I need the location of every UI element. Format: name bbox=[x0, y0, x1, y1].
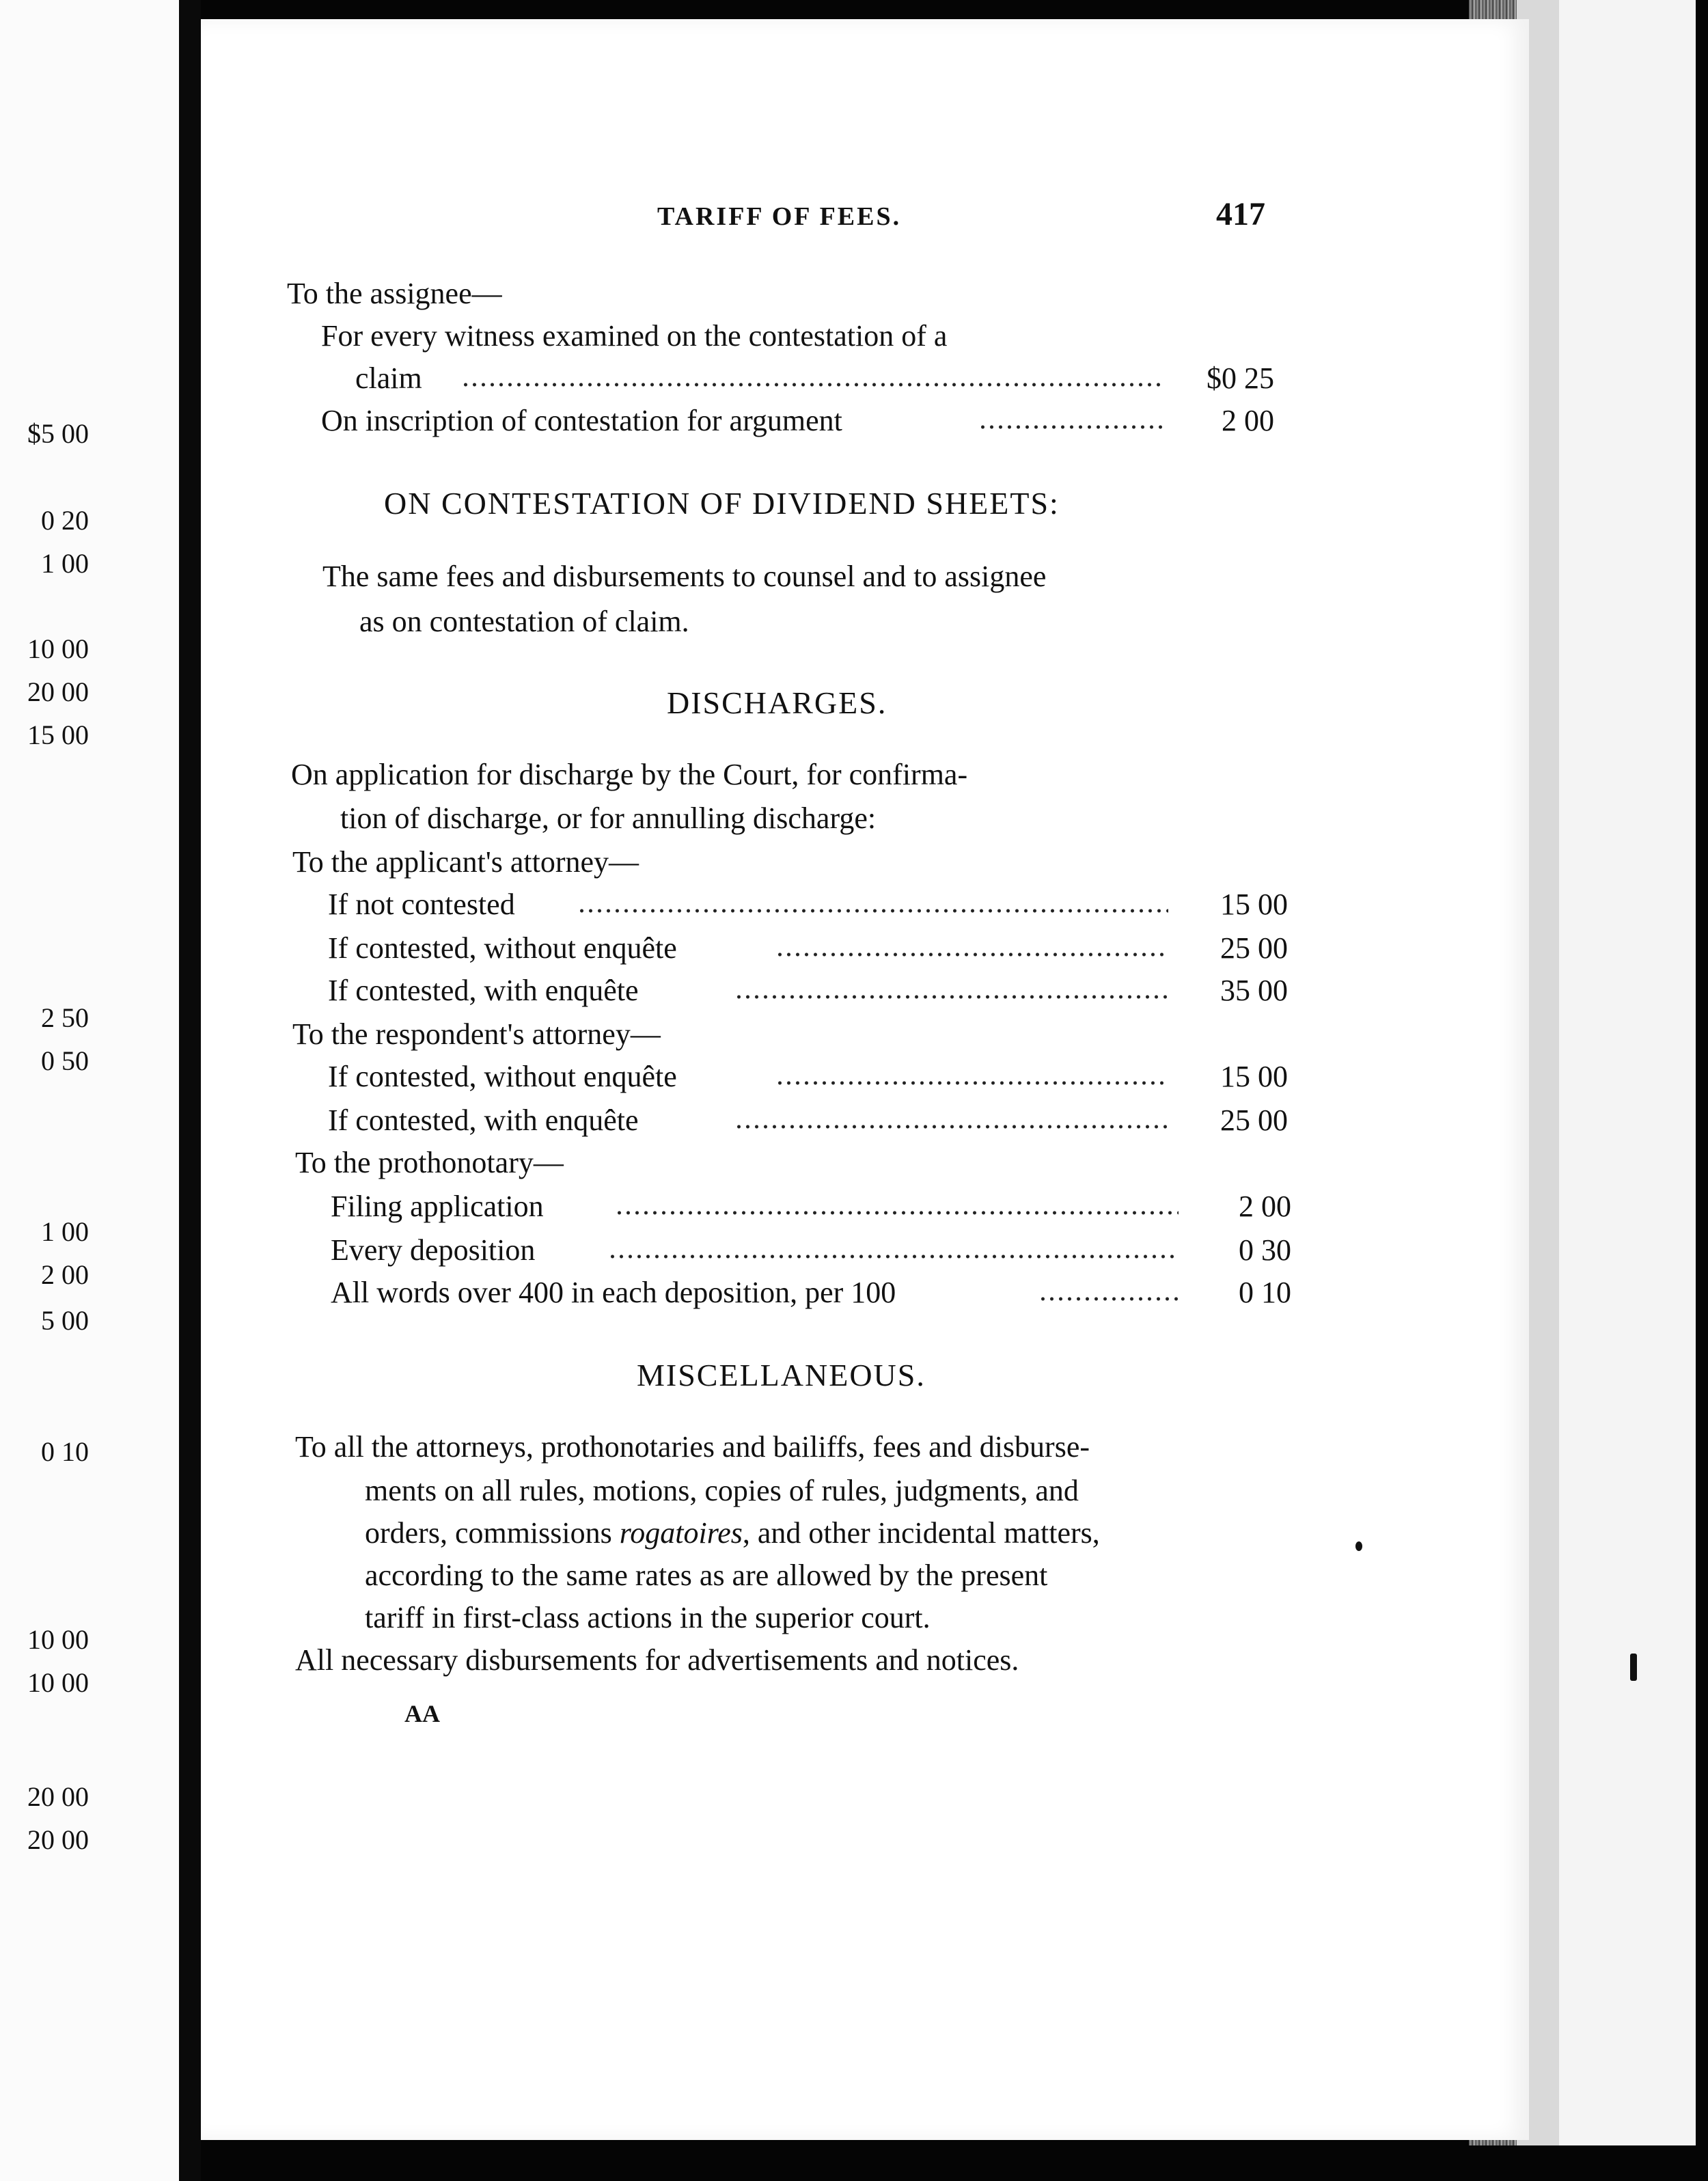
prev-amount: 0 50 bbox=[41, 1045, 89, 1076]
ink-speck bbox=[1355, 1541, 1362, 1551]
dot-leader bbox=[775, 1081, 1168, 1085]
dot-leader bbox=[608, 1254, 1179, 1259]
prev-amount: 2 00 bbox=[41, 1259, 89, 1290]
dot-leader bbox=[577, 909, 1168, 913]
witness-line-1: For every witness examined on the contestation of a bbox=[321, 319, 948, 353]
dividend-heading: ON CONTESTATION OF DIVIDEND SHEETS: bbox=[384, 486, 1060, 521]
prev-amount: 5 00 bbox=[41, 1305, 89, 1336]
fee-item-amount: 0 10 bbox=[1239, 1276, 1291, 1309]
fee-item-label: If contested, without enquête bbox=[328, 1060, 677, 1093]
fee-item-label: All words over 400 in each deposition, per 100 bbox=[331, 1276, 896, 1309]
fee-item-label: If contested, with enquête bbox=[328, 974, 639, 1007]
prev-amount: 15 00 bbox=[27, 719, 89, 750]
prev-amount: 10 00 bbox=[27, 1667, 89, 1698]
dividend-para-line-1: The same fees and disbursements to counsel and to assignee bbox=[322, 560, 1047, 593]
previous-page bbox=[0, 0, 179, 2181]
fee-item-label: Every deposition bbox=[331, 1233, 536, 1267]
inscription-amount: 2 00 bbox=[1222, 404, 1274, 437]
discharges-intro-line-1: On application for discharge by the Court, for confirma- bbox=[291, 758, 968, 791]
dot-leader bbox=[978, 425, 1165, 429]
dot-leader bbox=[1038, 1297, 1179, 1301]
running-head: TARIFF OF FEES. bbox=[657, 202, 902, 231]
misc-para-line-3: orders, commissions rogatoires, and other incidental matters, bbox=[365, 1516, 1100, 1550]
prev-amount: 0 20 bbox=[41, 505, 89, 536]
witness-line-2: claim bbox=[355, 361, 422, 395]
fee-item-amount: 25 00 bbox=[1220, 1103, 1288, 1137]
fee-item-label: If not contested bbox=[328, 888, 515, 921]
fee-item-amount: 0 30 bbox=[1239, 1233, 1291, 1267]
fee-item-label: Filing application bbox=[331, 1190, 544, 1223]
next-page-edge bbox=[1559, 0, 1696, 2145]
discharges-intro-line-2: tion of discharge, or for annulling discharge: bbox=[340, 801, 877, 835]
assignee-label: To the assignee— bbox=[287, 277, 502, 310]
prev-amount: 2 50 bbox=[41, 1002, 89, 1033]
prev-amount: $5 00 bbox=[27, 418, 89, 449]
prev-amount: 10 00 bbox=[27, 633, 89, 664]
miscellaneous-heading: MISCELLANEOUS. bbox=[637, 1358, 926, 1393]
dot-leader bbox=[615, 1211, 1179, 1215]
prev-amount: 1 00 bbox=[41, 1216, 89, 1247]
dividend-para-line-2: as on contestation of claim. bbox=[359, 605, 689, 638]
book-spine bbox=[179, 0, 201, 2181]
misc-last-line: All necessary disbursements for advertisements and notices. bbox=[295, 1643, 1019, 1677]
fee-item-label: If contested, without enquête bbox=[328, 931, 677, 965]
misc-para-line-2: ments on all rules, motions, copies of rules, judgments, and bbox=[365, 1474, 1079, 1507]
misc-para-line-4: according to the same rates as are allowed by the present bbox=[365, 1559, 1048, 1592]
misc-para-line-1: To all the attorneys, prothonotaries and bailiffs, fees and disburse- bbox=[295, 1430, 1090, 1464]
prothonotary-label: To the prothonotary— bbox=[295, 1146, 564, 1179]
inscription-line: On inscription of contestation for argument bbox=[321, 404, 842, 437]
fee-item-amount: 35 00 bbox=[1220, 974, 1288, 1007]
fee-item-amount: 15 00 bbox=[1220, 888, 1288, 921]
prev-amount: 20 00 bbox=[27, 1824, 89, 1855]
dot-leader bbox=[734, 1125, 1168, 1129]
dot-leader bbox=[461, 383, 1165, 387]
fee-item-amount: 25 00 bbox=[1220, 931, 1288, 965]
signature-mark: AA bbox=[404, 1700, 440, 1727]
prev-amount: 20 00 bbox=[27, 676, 89, 707]
prev-amount: 1 00 bbox=[41, 548, 89, 579]
dot-leader bbox=[734, 995, 1168, 999]
misc-para-line-5: tariff in first-class actions in the superior court. bbox=[365, 1601, 931, 1634]
prev-amount: 0 10 bbox=[41, 1436, 89, 1467]
respondent-label: To the respondent's attorney— bbox=[292, 1017, 661, 1051]
fee-item-label: If contested, with enquête bbox=[328, 1103, 639, 1137]
prev-amount: 20 00 bbox=[27, 1781, 89, 1812]
prev-amount: 10 00 bbox=[27, 1624, 89, 1655]
dot-leader bbox=[775, 952, 1168, 957]
ink-speck bbox=[1630, 1654, 1637, 1681]
discharges-heading: DISCHARGES. bbox=[667, 685, 887, 720]
fee-item-amount: 15 00 bbox=[1220, 1060, 1288, 1093]
page-number: 417 bbox=[1216, 196, 1265, 232]
witness-amount: $0 25 bbox=[1207, 361, 1274, 395]
fee-item-amount: 2 00 bbox=[1239, 1190, 1291, 1223]
applicant-label: To the applicant's attorney— bbox=[292, 845, 639, 879]
